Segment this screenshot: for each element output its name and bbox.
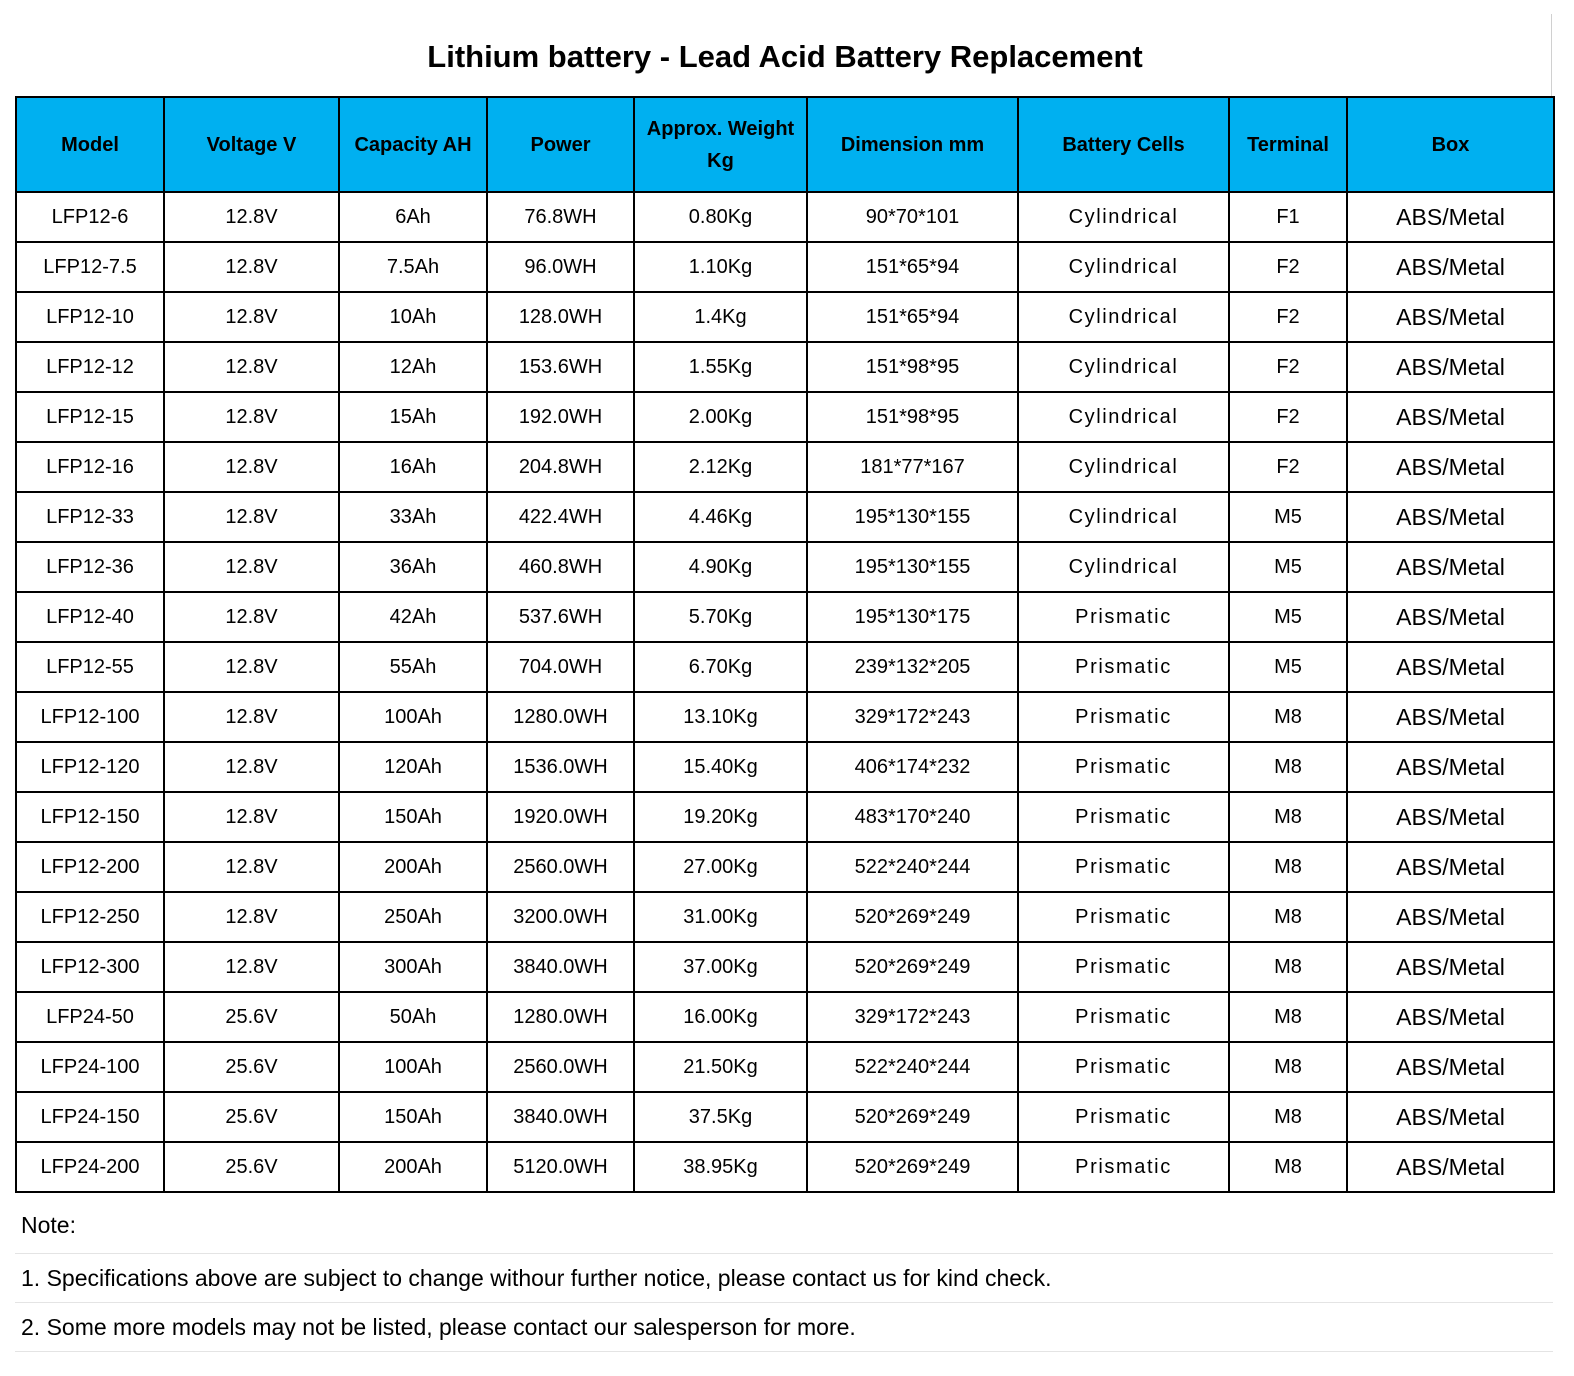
cell-box: ABS/Metal [1347, 1042, 1554, 1092]
cell-dimension: 151*65*94 [807, 292, 1018, 342]
table-body [16, 192, 1554, 1192]
cell-dimension: 520*269*249 [807, 1092, 1018, 1142]
cell-weight: 4.46Kg [634, 492, 807, 542]
table-row [16, 1042, 1554, 1092]
cell-weight: 16.00Kg [634, 992, 807, 1042]
cell-dimension: 239*132*205 [807, 642, 1018, 692]
cell-capacity: 36Ah [339, 542, 487, 592]
cell-model: LFP12-12 [16, 342, 164, 392]
cell-voltage: 12.8V [164, 192, 339, 242]
cell-dimension: 522*240*244 [807, 1042, 1018, 1092]
cell-battery-cells: Prismatic [1018, 942, 1229, 992]
cell-power: 5120.0WH [487, 1142, 634, 1192]
cell-capacity: 200Ah [339, 1142, 487, 1192]
cell-dimension: 151*98*95 [807, 342, 1018, 392]
cell-weight: 15.40Kg [634, 742, 807, 792]
cell-box: ABS/Metal [1347, 692, 1554, 742]
cell-battery-cells: Cylindrical [1018, 392, 1229, 442]
cell-weight: 1.4Kg [634, 292, 807, 342]
cell-terminal: F2 [1229, 442, 1347, 492]
table-row [16, 1092, 1554, 1142]
table-row [16, 892, 1554, 942]
cell-model: LFP12-55 [16, 642, 164, 692]
cell-power: 704.0WH [487, 642, 634, 692]
cell-model: LFP12-100 [16, 692, 164, 742]
cell-model: LFP24-150 [16, 1092, 164, 1142]
cell-voltage: 12.8V [164, 342, 339, 392]
cell-model: LFP12-33 [16, 492, 164, 542]
cell-dimension: 195*130*155 [807, 542, 1018, 592]
cell-capacity: 150Ah [339, 792, 487, 842]
cell-weight: 19.20Kg [634, 792, 807, 842]
column-header-weight: Approx. Weight Kg [634, 97, 807, 192]
cell-dimension: 520*269*249 [807, 892, 1018, 942]
cell-terminal: F2 [1229, 292, 1347, 342]
cell-terminal: M8 [1229, 692, 1347, 742]
cell-battery-cells: Cylindrical [1018, 542, 1229, 592]
cell-dimension: 151*65*94 [807, 242, 1018, 292]
table-row [16, 192, 1554, 242]
cell-box: ABS/Metal [1347, 492, 1554, 542]
cell-terminal: M8 [1229, 1042, 1347, 1092]
cell-voltage: 12.8V [164, 442, 339, 492]
cell-power: 3840.0WH [487, 942, 634, 992]
cell-box: ABS/Metal [1347, 792, 1554, 842]
cell-terminal: M8 [1229, 1142, 1347, 1192]
cell-battery-cells: Prismatic [1018, 792, 1229, 842]
cell-capacity: 120Ah [339, 742, 487, 792]
cell-capacity: 100Ah [339, 692, 487, 742]
cell-box: ABS/Metal [1347, 842, 1554, 892]
cell-model: LFP12-300 [16, 942, 164, 992]
cell-voltage: 25.6V [164, 1092, 339, 1142]
cell-capacity: 33Ah [339, 492, 487, 542]
cell-battery-cells: Cylindrical [1018, 342, 1229, 392]
cell-dimension: 483*170*240 [807, 792, 1018, 842]
cell-capacity: 250Ah [339, 892, 487, 942]
cell-box: ABS/Metal [1347, 592, 1554, 642]
cell-model: LFP12-6 [16, 192, 164, 242]
cell-weight: 27.00Kg [634, 842, 807, 892]
cell-dimension: 151*98*95 [807, 392, 1018, 442]
column-header-power: Power [487, 97, 634, 192]
cell-dimension: 195*130*155 [807, 492, 1018, 542]
cell-terminal: F1 [1229, 192, 1347, 242]
cell-voltage: 12.8V [164, 842, 339, 892]
table-row [16, 442, 1554, 492]
notes-section [15, 1192, 1553, 1352]
cell-power: 2560.0WH [487, 1042, 634, 1092]
cell-battery-cells: Cylindrical [1018, 292, 1229, 342]
cell-box: ABS/Metal [1347, 392, 1554, 442]
cell-box: ABS/Metal [1347, 292, 1554, 342]
cell-box: ABS/Metal [1347, 342, 1554, 392]
table-row [16, 342, 1554, 392]
table-row [16, 842, 1554, 892]
cell-weight: 31.00Kg [634, 892, 807, 942]
cell-model: LFP12-120 [16, 742, 164, 792]
cell-capacity: 150Ah [339, 1092, 487, 1142]
column-header-battery-cells: Battery Cells [1018, 97, 1229, 192]
table-row [16, 692, 1554, 742]
cell-dimension: 181*77*167 [807, 442, 1018, 492]
cell-model: LFP24-50 [16, 992, 164, 1042]
cell-terminal: F2 [1229, 242, 1347, 292]
cell-capacity: 200Ah [339, 842, 487, 892]
cell-terminal: M8 [1229, 1092, 1347, 1142]
cell-terminal: M5 [1229, 492, 1347, 542]
cell-box: ABS/Metal [1347, 942, 1554, 992]
cell-model: LFP12-36 [16, 542, 164, 592]
cell-model: LFP24-100 [16, 1042, 164, 1092]
cell-dimension: 329*172*243 [807, 992, 1018, 1042]
cell-model: LFP12-250 [16, 892, 164, 942]
battery-spec-table [15, 96, 1555, 1193]
cell-weight: 2.12Kg [634, 442, 807, 492]
note-item-2: 2. Some more models may not be listed, please contact our salesperson for more. [15, 1303, 1553, 1352]
cell-voltage: 12.8V [164, 942, 339, 992]
table-row [16, 1142, 1554, 1192]
cell-weight: 1.10Kg [634, 242, 807, 292]
cell-terminal: M8 [1229, 742, 1347, 792]
cell-capacity: 10Ah [339, 292, 487, 342]
cell-weight: 37.00Kg [634, 942, 807, 992]
cell-power: 422.4WH [487, 492, 634, 542]
cell-voltage: 12.8V [164, 242, 339, 292]
cell-box: ABS/Metal [1347, 442, 1554, 492]
cell-voltage: 25.6V [164, 1042, 339, 1092]
cell-model: LFP12-150 [16, 792, 164, 842]
cell-battery-cells: Prismatic [1018, 592, 1229, 642]
cell-model: LFP12-15 [16, 392, 164, 442]
cell-terminal: M5 [1229, 592, 1347, 642]
page-title: Lithium battery - Lead Acid Battery Replacement [427, 39, 1143, 74]
table-row [16, 742, 1554, 792]
table-row [16, 392, 1554, 442]
cell-power: 3200.0WH [487, 892, 634, 942]
cell-power: 153.6WH [487, 342, 634, 392]
cell-battery-cells: Prismatic [1018, 1092, 1229, 1142]
cell-battery-cells: Prismatic [1018, 1142, 1229, 1192]
cell-weight: 0.80Kg [634, 192, 807, 242]
cell-voltage: 12.8V [164, 292, 339, 342]
cell-battery-cells: Prismatic [1018, 992, 1229, 1042]
note-item-1: 1. Specifications above are subject to change withour further notice, please contact us for kind check. [15, 1254, 1553, 1303]
cell-terminal: F2 [1229, 342, 1347, 392]
cell-power: 96.0WH [487, 242, 634, 292]
table-row [16, 292, 1554, 342]
cell-power: 1280.0WH [487, 692, 634, 742]
cell-capacity: 15Ah [339, 392, 487, 442]
cell-voltage: 12.8V [164, 792, 339, 842]
cell-power: 460.8WH [487, 542, 634, 592]
cell-dimension: 406*174*232 [807, 742, 1018, 792]
cell-battery-cells: Prismatic [1018, 742, 1229, 792]
notes-heading: Note: [15, 1192, 1553, 1254]
cell-terminal: F2 [1229, 392, 1347, 442]
column-header-model: Model [16, 97, 164, 192]
cell-model: LFP24-200 [16, 1142, 164, 1192]
cell-weight: 4.90Kg [634, 542, 807, 592]
cell-weight: 37.5Kg [634, 1092, 807, 1142]
cell-weight: 38.95Kg [634, 1142, 807, 1192]
cell-power: 192.0WH [487, 392, 634, 442]
cell-model: LFP12-10 [16, 292, 164, 342]
cell-power: 204.8WH [487, 442, 634, 492]
cell-box: ABS/Metal [1347, 242, 1554, 292]
cell-terminal: M8 [1229, 992, 1347, 1042]
cell-box: ABS/Metal [1347, 192, 1554, 242]
cell-voltage: 12.8V [164, 642, 339, 692]
table-header-row [16, 97, 1554, 192]
cell-terminal: M8 [1229, 792, 1347, 842]
cell-capacity: 7.5Ah [339, 242, 487, 292]
cell-box: ABS/Metal [1347, 542, 1554, 592]
cell-box: ABS/Metal [1347, 1092, 1554, 1142]
cell-battery-cells: Prismatic [1018, 692, 1229, 742]
cell-battery-cells: Cylindrical [1018, 192, 1229, 242]
cell-voltage: 12.8V [164, 692, 339, 742]
cell-capacity: 42Ah [339, 592, 487, 642]
cell-terminal: M8 [1229, 892, 1347, 942]
table-row [16, 592, 1554, 642]
cell-capacity: 16Ah [339, 442, 487, 492]
cell-battery-cells: Cylindrical [1018, 442, 1229, 492]
cell-power: 128.0WH [487, 292, 634, 342]
cell-box: ABS/Metal [1347, 892, 1554, 942]
cell-box: ABS/Metal [1347, 992, 1554, 1042]
cell-dimension: 329*172*243 [807, 692, 1018, 742]
cell-voltage: 12.8V [164, 492, 339, 542]
cell-voltage: 12.8V [164, 892, 339, 942]
cell-battery-cells: Cylindrical [1018, 242, 1229, 292]
cell-battery-cells: Prismatic [1018, 1042, 1229, 1092]
cell-weight: 21.50Kg [634, 1042, 807, 1092]
cell-model: LFP12-200 [16, 842, 164, 892]
cell-voltage: 12.8V [164, 742, 339, 792]
cell-capacity: 50Ah [339, 992, 487, 1042]
cell-voltage: 12.8V [164, 392, 339, 442]
cell-dimension: 90*70*101 [807, 192, 1018, 242]
cell-power: 537.6WH [487, 592, 634, 642]
cell-weight: 2.00Kg [634, 392, 807, 442]
cell-voltage: 25.6V [164, 992, 339, 1042]
cell-battery-cells: Prismatic [1018, 642, 1229, 692]
cell-voltage: 25.6V [164, 1142, 339, 1192]
cell-dimension: 520*269*249 [807, 1142, 1018, 1192]
cell-terminal: M8 [1229, 942, 1347, 992]
table-row [16, 242, 1554, 292]
cell-power: 76.8WH [487, 192, 634, 242]
cell-power: 3840.0WH [487, 1092, 634, 1142]
cell-battery-cells: Cylindrical [1018, 492, 1229, 542]
cell-power: 2560.0WH [487, 842, 634, 892]
cell-capacity: 12Ah [339, 342, 487, 392]
table-row [16, 942, 1554, 992]
cell-terminal: M8 [1229, 842, 1347, 892]
cell-weight: 5.70Kg [634, 592, 807, 642]
cell-capacity: 300Ah [339, 942, 487, 992]
cell-battery-cells: Prismatic [1018, 892, 1229, 942]
cell-battery-cells: Prismatic [1018, 842, 1229, 892]
cell-power: 1920.0WH [487, 792, 634, 842]
column-header-voltage: Voltage V [164, 97, 339, 192]
cell-model: LFP12-40 [16, 592, 164, 642]
cell-box: ABS/Metal [1347, 742, 1554, 792]
column-header-box: Box [1347, 97, 1554, 192]
cell-power: 1536.0WH [487, 742, 634, 792]
cell-dimension: 520*269*249 [807, 942, 1018, 992]
cell-model: LFP12-7.5 [16, 242, 164, 292]
cell-voltage: 12.8V [164, 542, 339, 592]
table-row [16, 792, 1554, 842]
cell-weight: 13.10Kg [634, 692, 807, 742]
cell-capacity: 55Ah [339, 642, 487, 692]
cell-weight: 6.70Kg [634, 642, 807, 692]
cell-dimension: 195*130*175 [807, 592, 1018, 642]
table-row [16, 642, 1554, 692]
table-row [16, 542, 1554, 592]
cell-model: LFP12-16 [16, 442, 164, 492]
cell-box: ABS/Metal [1347, 642, 1554, 692]
cell-power: 1280.0WH [487, 992, 634, 1042]
cell-weight: 1.55Kg [634, 342, 807, 392]
cell-capacity: 100Ah [339, 1042, 487, 1092]
cell-voltage: 12.8V [164, 592, 339, 642]
cell-terminal: M5 [1229, 642, 1347, 692]
cell-dimension: 522*240*244 [807, 842, 1018, 892]
column-header-terminal: Terminal [1229, 97, 1347, 192]
column-header-capacity: Capacity AH [339, 97, 487, 192]
table-row [16, 992, 1554, 1042]
cell-capacity: 6Ah [339, 192, 487, 242]
column-header-dimension: Dimension mm [807, 97, 1018, 192]
table-row [16, 492, 1554, 542]
cell-box: ABS/Metal [1347, 1142, 1554, 1192]
cell-terminal: M5 [1229, 542, 1347, 592]
